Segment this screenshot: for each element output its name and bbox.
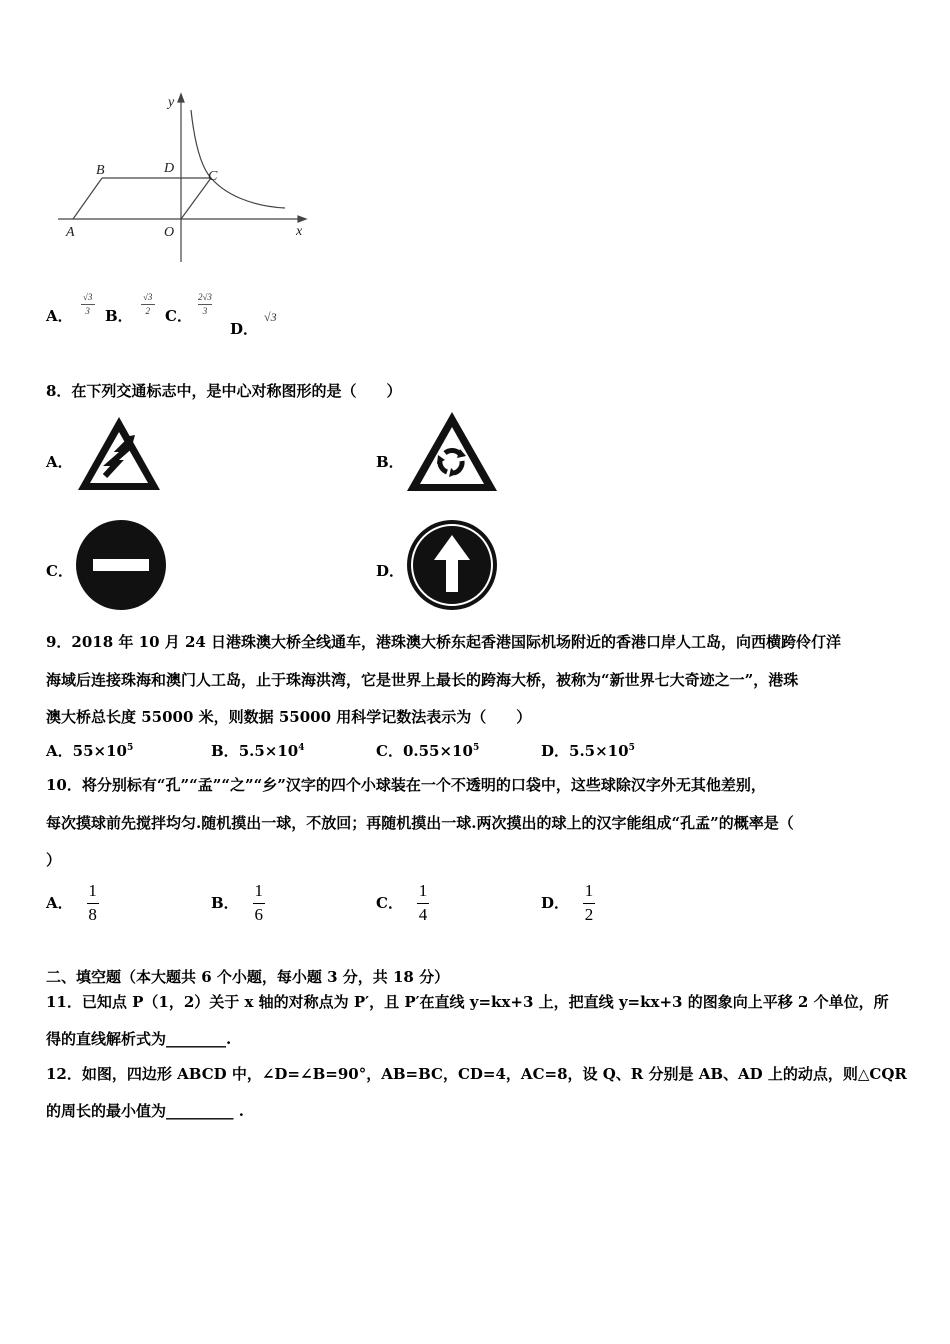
fraction: $\frac{2√3}{3}$ [197,292,212,316]
q8-option-a-label: A． [46,453,73,471]
q9-option-d[interactable]: D．$5.5\times 10^5$ [541,742,635,760]
y-axis-arrow [178,94,184,102]
q7-option-a[interactable]: A． $\frac{√3}{3}$ [46,293,95,328]
q12-line-2: 的周长的最小值为_________ . [46,1102,244,1120]
q10-line-2: 每次摸球前先搅拌均匀.随机摸出一球，不放回；再随机摸出一球.两次摸出的球上的汉字能组成“孔孟”的概率是（ [46,814,794,832]
fraction: $\frac{√3}{3}$ [81,293,95,316]
label-o: O [164,225,175,240]
q7-option-d[interactable]: D． √3 [230,310,277,338]
label-x: x [296,224,303,239]
coordinate-graph [50,92,315,267]
fraction: $\frac{1}{4}$ [418,881,428,924]
q10-option-a[interactable]: A． $\frac{1}{8}$ [46,881,97,924]
q8-option-d-sign[interactable] [405,518,499,612]
arrow-shaft [446,558,458,592]
q11-line-1: 11．已知点 P（1，2）关于 x 轴的对称点为 P′，且 P′在直线 y=kx+3 上，把直线 y=kx+3 的图象向上平移 2 个单位，所 [46,993,889,1011]
q8-option-b-label: B． [376,453,404,471]
section-heading: 二、填空题（本大题共 6 个小题，每小题 3 分，共 18 分） [46,968,450,986]
label-b: B [96,163,105,178]
label-y: y [168,95,175,110]
label-a: A [66,225,75,240]
x-axis-arrow [298,216,306,222]
q8-stem: 8．在下列交通标志中，是中心对称图形的是（ ） [46,382,402,400]
q10-option-b[interactable]: B． $\frac{1}{6}$ [211,881,263,924]
fraction: $\frac{√3}{2}$ [141,293,155,316]
hyperbola-curve [191,110,285,208]
q9-line-3: 澳大桥总长度 55000 米，则数据 55000 用科学记数法表示为（ ） [46,708,532,726]
q7-option-c[interactable]: C． $\frac{2√3}{3}$ [165,292,212,325]
q9-option-c[interactable]: C．$0.55\times 10^5$ [376,742,480,760]
q9-option-a[interactable]: A．$55\times 10^5$ [46,742,134,760]
q8-option-a-sign[interactable] [75,413,163,493]
fraction: $\frac{1}{6}$ [254,881,263,924]
q7-option-b[interactable]: B． $\frac{√3}{2}$ [105,293,155,328]
segment-ab [73,178,102,219]
label-d: D [164,161,175,176]
q9-option-b[interactable]: B．$5.5\times 10^4$ [211,742,305,760]
q9-line-1: 9．2018 年 10 月 24 日港珠澳大桥全线通车，港珠澳大桥东起香港国际机场附近的香港口岸人工岛，向西横跨伶仃洋 [46,633,842,651]
q10-option-d[interactable]: D． $\frac{1}{2}$ [541,881,594,924]
no-entry-bar [93,559,149,571]
q12-line-1: 12．如图，四边形 ABCD 中，∠D=∠B=90°，AB=BC，CD=4，AC=8，设 Q、R 分别是 AB、AD 上的动点，则△CQR [46,1065,907,1083]
segment-oc [181,178,211,219]
q8-option-c-sign[interactable] [73,518,169,612]
q10-line-1: 10．将分别标有“孔”“孟”“之”“乡”汉字的四个小球装在一个不透明的口袋中，这些球除汉字外无其他差别， [46,776,766,794]
q10-line-3: ） [46,851,62,869]
q11-line-2: 得的直线解析式为________. [46,1030,232,1048]
q10-option-c[interactable]: C． $\frac{1}{4}$ [376,881,428,924]
q8-option-c-label: C． [46,562,73,580]
fraction: $\frac{1}{2}$ [584,881,594,924]
label-c: C [208,169,218,184]
q8-option-d-label: D． [376,562,405,580]
fraction: $\frac{1}{8}$ [88,881,97,924]
q8-option-b-sign[interactable] [405,409,499,495]
q9-line-2: 海域后连接珠海和澳门人工岛，止于珠海洪湾，它是世界上最长的跨海大桥，被称为“新世界七大奇迹之一”，港珠 [46,671,799,689]
